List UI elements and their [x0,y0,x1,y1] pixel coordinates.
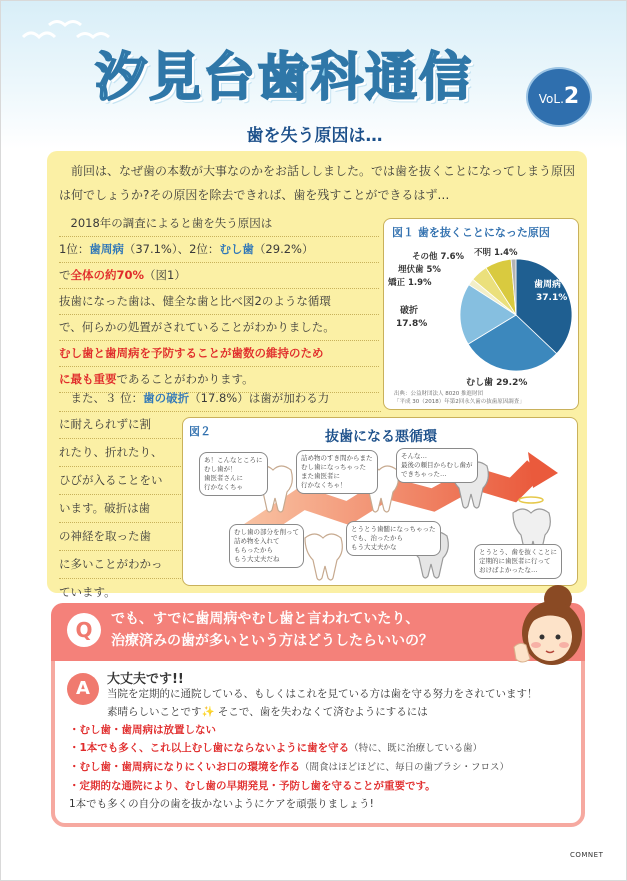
answer-mark-icon: A [67,673,99,705]
speech-bubble: むし歯の部分を削って 詰め物を入れて もらったから もう大丈夫だね [229,524,304,568]
article-heading: 歯を失う原因は… [246,126,383,146]
body-line [59,211,379,237]
body-line: れたり、折れたり、 [59,439,181,467]
label-other: その他 7.6% [412,252,465,262]
body-line: に耐えられずに割 [59,411,181,439]
body-text: 2018年の調査によると歯を失う原因は [70,216,273,230]
source-line: 「平成 30（2018）年第2回永久歯の抜歯原因調査」 [394,399,525,405]
volume-number: 2 [563,84,580,109]
speech-bubble: とうとう歯髄になっちゃった でも、治ったから もう大丈夫かな [346,521,441,556]
speech-bubble: あ！こんなところに むし歯が！ 歯医者さんに 行かなくちゃ [199,452,268,496]
article-body-narrow [59,411,181,607]
question-line: でも、すでに歯周病やむし歯と言われていたり、 [111,611,420,627]
figure-1-title: 図１ 歯を抜くことになった原因 [392,226,550,239]
worried-girl-icon [506,581,596,673]
emphasis-line: むし歯と歯周病を予防することが歯数の維持のため [59,341,379,367]
question-line: 治療済みの歯が多いという方はどうしたらいいの？ [111,633,433,649]
label-impacted: 埋伏歯 5% [398,265,441,275]
figure-2-title: 抜歯になる悪循環 [325,429,437,445]
body-text: （17.8%）は歯が加わる力 [189,391,330,405]
source-line: 出典：公益財団法人 8020 推進財団 [394,391,483,397]
answer-line: 素晴らしいことです✨ そこで、歯を失わなくて済むようにするには [107,706,428,718]
figure-2-label: 図２ [189,425,211,438]
body-line [59,263,379,289]
advice-bullet: ・定期的な通院により、むし歯の早期発見・予防し歯を守ることが重要です。 [69,780,436,792]
seventy-percent-highlight: 全体の約70% [70,268,145,282]
body-text: であることがわかります。 [116,372,254,386]
answer-body [69,685,577,813]
periodontal-highlight: 歯周病 [89,242,124,256]
body-line: います。破折は歯 [59,495,181,523]
caries-highlight: むし歯 [219,242,254,256]
advice-bullet [69,758,577,777]
label-fracture-name: 破折 [400,306,419,316]
body-text: （図1） [144,268,186,282]
rank-text: （37.1%）、2位： [123,242,220,256]
label-fracture-value: 17.8% [396,319,428,329]
body-text: また、３ 位： [70,391,144,405]
rank-text: 1位： [59,242,90,256]
figure-1-pie-chart [383,218,579,410]
body-line [59,386,381,412]
body-line: ひびが入ることをい [59,467,181,495]
label-ortho: 矯正 1.9% [388,278,432,288]
advice-bullet [69,739,577,758]
advice-text: ・1本でも多く、これ以上むし歯にならないように歯を守る [69,742,350,754]
body-line: の神経を取った歯 [59,523,181,551]
advice-note: （間食はほどほどに、毎日の歯ブラシ・フロス） [300,762,510,773]
publisher-credit: COMNET [570,851,604,859]
speech-bubble: とうとう、歯を抜くことに 定期的に歯医者に行って おけばよかったな… [474,544,562,579]
intro-paragraph [59,159,581,207]
body-line: で、何らかの処置がされていることがわかりました。 [59,315,379,341]
advice-note: （特に、既に治療している歯） [349,743,483,754]
speech-bubble: 詰め物のすき間からまた むし歯になっちゃった また歯医者に 行かなくちゃ！ [296,450,378,494]
rank-text: （29.2%） [253,242,314,256]
figure-1-source [394,390,525,406]
body-line: に多いことがわかっ [59,551,181,579]
body-line: ています。 [59,579,181,607]
label-unknown: 不明 1.4% [474,248,518,258]
body-line [59,237,379,263]
question-mark-icon: Q [67,613,101,647]
speech-bubble: そんな… 最後の頼目からむし歯が できちゃった… [396,448,478,483]
pie-chart [384,219,580,391]
header [1,1,627,149]
question-text [111,608,433,652]
body-text: で [59,268,71,282]
label-periodontal-name: 歯周病 [534,280,562,290]
closing-line: 1本でも多くの自分の歯を抜かないようにケアを頑張りましょう! [69,798,374,810]
body-line: 抜歯になった歯は、健全な歯と比べ図2のような循環 [59,289,379,315]
volume-label: VoL. [538,92,564,106]
answer-title: 大丈夫です!! [107,672,184,687]
advice-bullet: ・むし歯・歯周病は放置しない [69,724,216,736]
answer-line: 当院を定期的に通院している、もしくはこれを見ている方は歯を守る努力をされています！ [107,688,538,700]
label-periodontal-value: 37.1% [536,293,568,303]
intro-text: 前回は、なぜ歯の本数が大事なのかをお話ししました。では歯を抜くことになってしまう原因は何でしょうか?その原因を除去できれば、歯を残すことができるはず… [59,164,576,202]
fracture-highlight: 歯の破折 [143,391,190,405]
figure-2-cycle [182,417,578,586]
newsletter-title: 汐見台歯科通信 [95,47,474,108]
article-body-upper [59,211,379,393]
advice-text: ・むし歯・歯周病になりにくいお口の環境を作る [69,761,300,773]
emphasis-text: に最も重要 [59,372,117,386]
label-caries: むし歯 29.2% [466,378,528,388]
article-body-fracture [59,386,381,412]
volume-badge [526,67,592,127]
